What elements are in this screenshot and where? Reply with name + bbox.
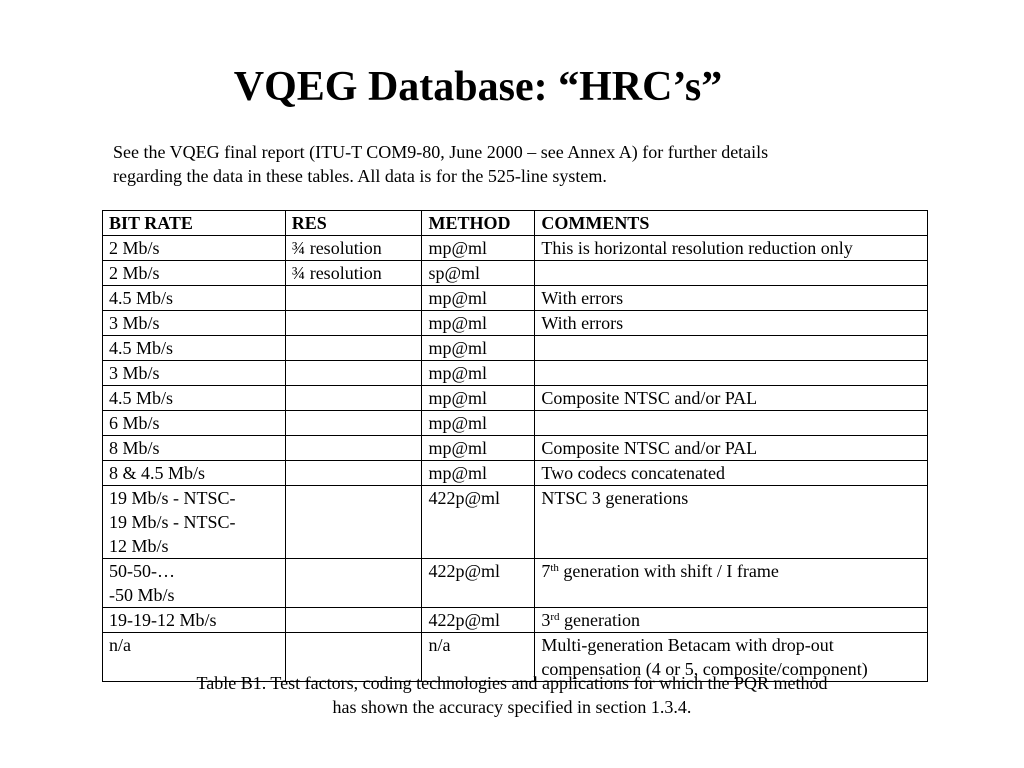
cell-bit-rate: [103, 361, 286, 386]
bit-rate-line: -50 Mb/s: [109, 585, 175, 605]
header-method: METHOD: [422, 211, 535, 236]
cell-comments: [535, 336, 928, 361]
cell-res: [285, 311, 422, 336]
hrc-table: [102, 210, 928, 682]
table-row: [103, 361, 928, 386]
cell-bit-rate: [103, 486, 286, 559]
table-row: [103, 608, 928, 633]
cell-res: [285, 411, 422, 436]
header-comments: COMMENTS: [535, 211, 928, 236]
table-row: [103, 311, 928, 336]
cell-method: 422p@ml: [422, 486, 535, 559]
caption-line: Table B1. Test factors, coding technologies and applications for which the PQR method: [196, 673, 828, 693]
cell-res: [285, 461, 422, 486]
table-row: [103, 461, 928, 486]
cell-comments: [535, 608, 928, 633]
cell-bit-rate: [103, 336, 286, 361]
cell-bit-rate: [103, 236, 286, 261]
cell-comments: [535, 386, 928, 411]
cell-bit-rate: [103, 411, 286, 436]
cell-bit-rate: [103, 436, 286, 461]
table-body: [103, 236, 928, 682]
cell-method: mp@ml: [422, 286, 535, 311]
cell-res: [285, 361, 422, 386]
cell-res: [285, 386, 422, 411]
cell-comments: [535, 461, 928, 486]
bit-rate-line: 19 Mb/s - NTSC-: [109, 512, 236, 532]
comment-line: Composite NTSC and/or PAL: [541, 438, 758, 458]
bit-rate-line: n/a: [109, 635, 131, 655]
bit-rate-line: 2 Mb/s: [109, 238, 160, 258]
table-row: [103, 559, 928, 608]
cell-method: mp@ml: [422, 311, 535, 336]
bit-rate-line: 19-19-12 Mb/s: [109, 610, 217, 630]
bit-rate-line: 12 Mb/s: [109, 536, 169, 556]
comment-line: NTSC 3 generations: [541, 488, 689, 508]
bit-rate-line: 4.5 Mb/s: [109, 288, 174, 308]
bit-rate-line: 3 Mb/s: [109, 313, 160, 333]
comment-line: This is horizontal resolution reduction only: [541, 238, 853, 258]
comment-ordinal-suffix: th: [550, 562, 559, 574]
cell-method: mp@ml: [422, 461, 535, 486]
cell-comments: [535, 361, 928, 386]
table-row: [103, 436, 928, 461]
table-caption: [0, 671, 1024, 719]
cell-method: n/a: [422, 633, 535, 682]
comment-ordinal-number: 3: [541, 610, 551, 630]
cell-bit-rate: [103, 261, 286, 286]
cell-comments: [535, 559, 928, 608]
bit-rate-line: 8 Mb/s: [109, 438, 160, 458]
cell-comments: [535, 311, 928, 336]
cell-comments: [535, 411, 928, 436]
cell-method: 422p@ml: [422, 559, 535, 608]
cell-res: [285, 436, 422, 461]
cell-method: mp@ml: [422, 361, 535, 386]
comment-line: With errors: [541, 313, 624, 333]
table-row: [103, 386, 928, 411]
cell-bit-rate: [103, 311, 286, 336]
comment-line: Two codecs concatenated: [541, 463, 725, 483]
cell-comments: [535, 486, 928, 559]
intro-line: regarding the data in these tables. All data is for the 525-line system.: [113, 166, 607, 186]
bit-rate-line: 6 Mb/s: [109, 413, 160, 433]
cell-comments: [535, 436, 928, 461]
cell-method: mp@ml: [422, 386, 535, 411]
bit-rate-line: 4.5 Mb/s: [109, 338, 174, 358]
comment-ordinal-number: 7: [541, 561, 551, 581]
cell-res: ¾ resolution: [285, 236, 422, 261]
cell-method: 422p@ml: [422, 608, 535, 633]
cell-method: mp@ml: [422, 236, 535, 261]
cell-res: [285, 559, 422, 608]
comment-line: Multi-generation Betacam with drop-out: [541, 635, 834, 655]
comment-ordinal-suffix: rd: [550, 611, 560, 623]
caption-line: has shown the accuracy specified in section 1.3.4.: [332, 697, 692, 717]
header-res: RES: [285, 211, 422, 236]
cell-comments: [535, 236, 928, 261]
table-row: [103, 236, 928, 261]
table-row: [103, 411, 928, 436]
cell-bit-rate: [103, 386, 286, 411]
comment-text: generation with shift / I frame: [558, 561, 779, 581]
cell-comments: [535, 261, 928, 286]
comment-line: compensation (4 or 5, composite/component): [541, 659, 868, 679]
cell-method: mp@ml: [422, 336, 535, 361]
table-row: [103, 486, 928, 559]
comment-line: With errors: [541, 288, 624, 308]
cell-res: [285, 608, 422, 633]
cell-bit-rate: [103, 608, 286, 633]
bit-rate-line: 50-50-…: [109, 561, 175, 581]
cell-bit-rate: [103, 461, 286, 486]
bit-rate-line: 8 & 4.5 Mb/s: [109, 463, 206, 483]
bit-rate-line: 19 Mb/s - NTSC-: [109, 488, 236, 508]
bit-rate-line: 4.5 Mb/s: [109, 388, 174, 408]
cell-res: [285, 336, 422, 361]
bit-rate-line: 3 Mb/s: [109, 363, 160, 383]
comment-text: generation: [559, 610, 640, 630]
table-header-row: [103, 211, 928, 236]
cell-res: [285, 286, 422, 311]
table-row: [103, 286, 928, 311]
cell-res: [285, 486, 422, 559]
intro-line: See the VQEG final report (ITU-T COM9-80, June 2000 – see Annex A) for further details: [113, 142, 769, 162]
cell-method: sp@ml: [422, 261, 535, 286]
table-row: [103, 336, 928, 361]
cell-method: mp@ml: [422, 436, 535, 461]
cell-comments: [535, 286, 928, 311]
table-row: [103, 261, 928, 286]
cell-bit-rate: [103, 286, 286, 311]
bit-rate-line: 2 Mb/s: [109, 263, 160, 283]
page-title: VQEG Database: “HRC’s”: [233, 64, 723, 110]
comment-line: Composite NTSC and/or PAL: [541, 388, 758, 408]
cell-res: ¾ resolution: [285, 261, 422, 286]
cell-bit-rate: [103, 559, 286, 608]
cell-method: mp@ml: [422, 411, 535, 436]
header-bit-rate: BIT RATE: [103, 211, 286, 236]
intro-paragraph: [113, 140, 913, 188]
